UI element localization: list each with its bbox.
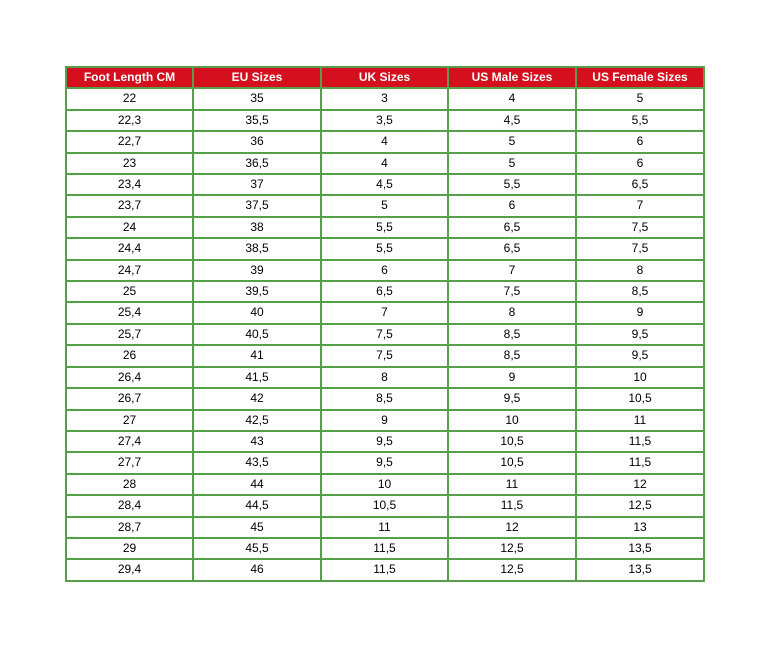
cell-us-female-size: 6 bbox=[577, 132, 705, 153]
table-row bbox=[67, 261, 705, 282]
cell-us-female-size: 5 bbox=[577, 89, 705, 110]
table-row bbox=[67, 475, 705, 496]
cell-eu-size: 36 bbox=[194, 132, 322, 153]
table-row bbox=[67, 560, 705, 581]
cell-eu-size: 43 bbox=[194, 432, 322, 453]
cell-us-male-size: 6,5 bbox=[449, 239, 577, 260]
cell-us-male-size: 4,5 bbox=[449, 111, 577, 132]
cell-eu-size: 40,5 bbox=[194, 325, 322, 346]
cell-uk-size: 7 bbox=[322, 303, 449, 324]
cell-us-female-size: 11 bbox=[577, 411, 705, 432]
cell-eu-size: 39,5 bbox=[194, 282, 322, 303]
cell-eu-size: 42,5 bbox=[194, 411, 322, 432]
cell-uk-size: 4 bbox=[322, 154, 449, 175]
cell-us-male-size: 9 bbox=[449, 368, 577, 389]
cell-uk-size: 11 bbox=[322, 518, 449, 539]
cell-us-male-size: 7 bbox=[449, 261, 577, 282]
cell-us-male-size: 5,5 bbox=[449, 175, 577, 196]
cell-foot-length: 23 bbox=[67, 154, 194, 175]
cell-us-female-size: 6,5 bbox=[577, 175, 705, 196]
cell-uk-size: 11,5 bbox=[322, 560, 449, 581]
cell-uk-size: 5,5 bbox=[322, 218, 449, 239]
table-header-row bbox=[67, 68, 705, 89]
cell-foot-length: 24,4 bbox=[67, 239, 194, 260]
table-row bbox=[67, 389, 705, 410]
cell-uk-size: 7,5 bbox=[322, 346, 449, 367]
table-row bbox=[67, 218, 705, 239]
cell-eu-size: 41,5 bbox=[194, 368, 322, 389]
table-row bbox=[67, 411, 705, 432]
cell-us-male-size: 5 bbox=[449, 154, 577, 175]
table-row bbox=[67, 196, 705, 217]
cell-us-female-size: 11,5 bbox=[577, 453, 705, 474]
cell-us-female-size: 10 bbox=[577, 368, 705, 389]
cell-us-male-size: 7,5 bbox=[449, 282, 577, 303]
cell-uk-size: 9,5 bbox=[322, 432, 449, 453]
cell-uk-size: 5 bbox=[322, 196, 449, 217]
cell-eu-size: 37 bbox=[194, 175, 322, 196]
cell-us-female-size: 12,5 bbox=[577, 496, 705, 517]
column-header-eu: EU Sizes bbox=[194, 68, 322, 89]
table-row bbox=[67, 453, 705, 474]
table-body bbox=[67, 89, 705, 581]
cell-eu-size: 35 bbox=[194, 89, 322, 110]
cell-foot-length: 27,4 bbox=[67, 432, 194, 453]
cell-uk-size: 11,5 bbox=[322, 539, 449, 560]
cell-uk-size: 10,5 bbox=[322, 496, 449, 517]
cell-us-female-size: 7,5 bbox=[577, 218, 705, 239]
cell-us-female-size: 10,5 bbox=[577, 389, 705, 410]
cell-foot-length: 26,4 bbox=[67, 368, 194, 389]
cell-foot-length: 24 bbox=[67, 218, 194, 239]
column-header-us-male: US Male Sizes bbox=[449, 68, 577, 89]
cell-foot-length: 22,3 bbox=[67, 111, 194, 132]
cell-foot-length: 28 bbox=[67, 475, 194, 496]
table-row bbox=[67, 111, 705, 132]
cell-foot-length: 26 bbox=[67, 346, 194, 367]
cell-foot-length: 28,4 bbox=[67, 496, 194, 517]
cell-eu-size: 42 bbox=[194, 389, 322, 410]
cell-uk-size: 9,5 bbox=[322, 453, 449, 474]
cell-us-male-size: 6,5 bbox=[449, 218, 577, 239]
cell-us-female-size: 7,5 bbox=[577, 239, 705, 260]
cell-us-male-size: 11,5 bbox=[449, 496, 577, 517]
cell-eu-size: 38,5 bbox=[194, 239, 322, 260]
cell-us-female-size: 8,5 bbox=[577, 282, 705, 303]
cell-foot-length: 28,7 bbox=[67, 518, 194, 539]
cell-us-male-size: 10,5 bbox=[449, 453, 577, 474]
table-row bbox=[67, 282, 705, 303]
cell-eu-size: 46 bbox=[194, 560, 322, 581]
table-row bbox=[67, 368, 705, 389]
table-row bbox=[67, 325, 705, 346]
column-header-foot-length: Foot Length CM bbox=[67, 68, 194, 89]
cell-uk-size: 6,5 bbox=[322, 282, 449, 303]
cell-foot-length: 22 bbox=[67, 89, 194, 110]
cell-us-male-size: 12 bbox=[449, 518, 577, 539]
cell-us-female-size: 9,5 bbox=[577, 325, 705, 346]
cell-uk-size: 7,5 bbox=[322, 325, 449, 346]
cell-us-female-size: 6 bbox=[577, 154, 705, 175]
cell-uk-size: 3 bbox=[322, 89, 449, 110]
cell-foot-length: 25,4 bbox=[67, 303, 194, 324]
table-row bbox=[67, 496, 705, 517]
table-row bbox=[67, 303, 705, 324]
table-row bbox=[67, 432, 705, 453]
cell-foot-length: 25 bbox=[67, 282, 194, 303]
cell-us-male-size: 8,5 bbox=[449, 325, 577, 346]
table-row bbox=[67, 89, 705, 110]
cell-foot-length: 29,4 bbox=[67, 560, 194, 581]
cell-uk-size: 8 bbox=[322, 368, 449, 389]
cell-foot-length: 22,7 bbox=[67, 132, 194, 153]
cell-foot-length: 25,7 bbox=[67, 325, 194, 346]
cell-us-female-size: 8 bbox=[577, 261, 705, 282]
cell-eu-size: 37,5 bbox=[194, 196, 322, 217]
table-row bbox=[67, 132, 705, 153]
table-row bbox=[67, 346, 705, 367]
cell-us-male-size: 5 bbox=[449, 132, 577, 153]
cell-us-male-size: 9,5 bbox=[449, 389, 577, 410]
cell-foot-length: 23,7 bbox=[67, 196, 194, 217]
cell-eu-size: 36,5 bbox=[194, 154, 322, 175]
cell-uk-size: 3,5 bbox=[322, 111, 449, 132]
cell-uk-size: 4,5 bbox=[322, 175, 449, 196]
cell-foot-length: 27,7 bbox=[67, 453, 194, 474]
cell-uk-size: 9 bbox=[322, 411, 449, 432]
cell-foot-length: 29 bbox=[67, 539, 194, 560]
cell-eu-size: 43,5 bbox=[194, 453, 322, 474]
cell-foot-length: 24,7 bbox=[67, 261, 194, 282]
table-row bbox=[67, 154, 705, 175]
cell-us-male-size: 4 bbox=[449, 89, 577, 110]
cell-uk-size: 6 bbox=[322, 261, 449, 282]
cell-foot-length: 27 bbox=[67, 411, 194, 432]
cell-foot-length: 23,4 bbox=[67, 175, 194, 196]
cell-us-female-size: 9,5 bbox=[577, 346, 705, 367]
cell-uk-size: 10 bbox=[322, 475, 449, 496]
cell-uk-size: 8,5 bbox=[322, 389, 449, 410]
cell-eu-size: 44,5 bbox=[194, 496, 322, 517]
cell-us-female-size: 13,5 bbox=[577, 539, 705, 560]
cell-us-female-size: 12 bbox=[577, 475, 705, 496]
cell-us-male-size: 8,5 bbox=[449, 346, 577, 367]
shoe-size-table bbox=[65, 66, 705, 582]
cell-us-male-size: 8 bbox=[449, 303, 577, 324]
cell-us-male-size: 11 bbox=[449, 475, 577, 496]
cell-us-male-size: 12,5 bbox=[449, 539, 577, 560]
cell-us-female-size: 7 bbox=[577, 196, 705, 217]
cell-us-male-size: 6 bbox=[449, 196, 577, 217]
cell-eu-size: 35,5 bbox=[194, 111, 322, 132]
cell-us-male-size: 12,5 bbox=[449, 560, 577, 581]
cell-eu-size: 40 bbox=[194, 303, 322, 324]
table-row bbox=[67, 175, 705, 196]
table-row bbox=[67, 239, 705, 260]
column-header-uk: UK Sizes bbox=[322, 68, 449, 89]
cell-us-female-size: 9 bbox=[577, 303, 705, 324]
cell-us-female-size: 11,5 bbox=[577, 432, 705, 453]
cell-us-female-size: 13,5 bbox=[577, 560, 705, 581]
table-row bbox=[67, 518, 705, 539]
cell-us-male-size: 10,5 bbox=[449, 432, 577, 453]
column-header-us-female: US Female Sizes bbox=[577, 68, 705, 89]
cell-eu-size: 45 bbox=[194, 518, 322, 539]
cell-eu-size: 38 bbox=[194, 218, 322, 239]
cell-us-female-size: 5,5 bbox=[577, 111, 705, 132]
cell-us-female-size: 13 bbox=[577, 518, 705, 539]
cell-us-male-size: 10 bbox=[449, 411, 577, 432]
cell-eu-size: 45,5 bbox=[194, 539, 322, 560]
cell-uk-size: 5,5 bbox=[322, 239, 449, 260]
cell-eu-size: 41 bbox=[194, 346, 322, 367]
cell-eu-size: 44 bbox=[194, 475, 322, 496]
cell-uk-size: 4 bbox=[322, 132, 449, 153]
table-row bbox=[67, 539, 705, 560]
cell-eu-size: 39 bbox=[194, 261, 322, 282]
cell-foot-length: 26,7 bbox=[67, 389, 194, 410]
